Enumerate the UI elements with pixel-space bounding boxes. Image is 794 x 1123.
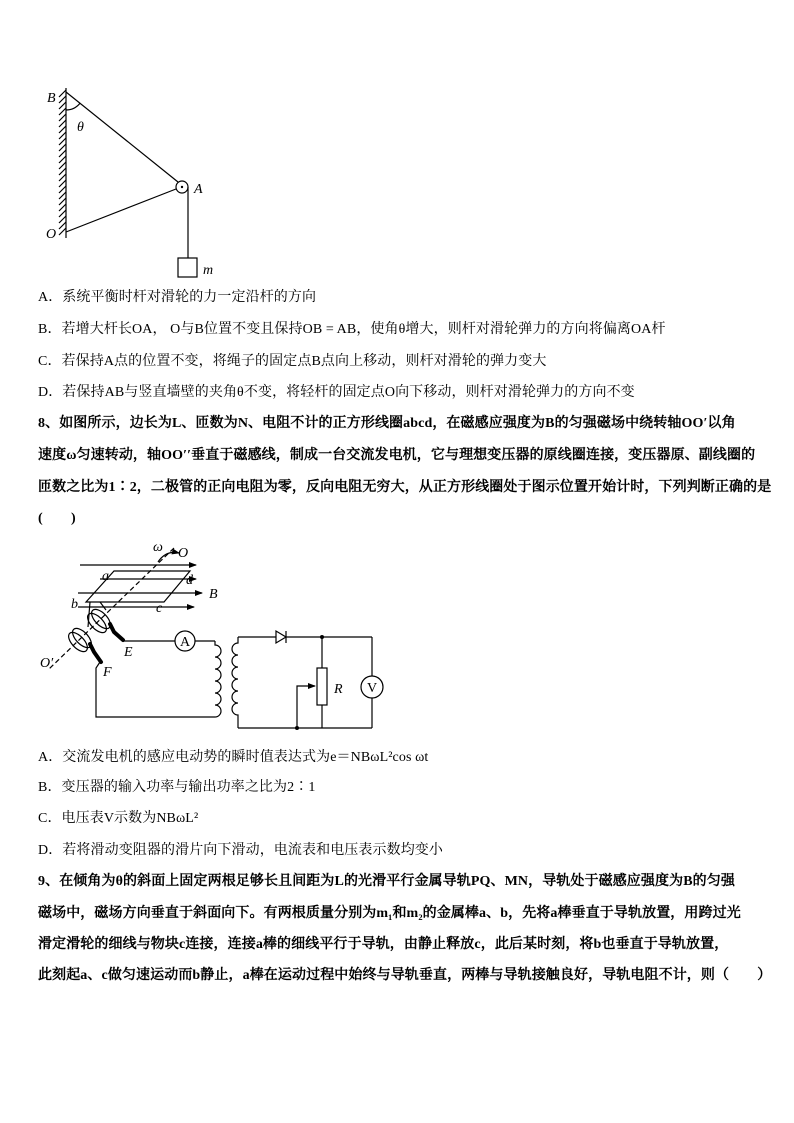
label-r: R — [334, 682, 343, 697]
q9-stem-line-4: 此刻起a、c做匀速运动而b静止，a棒在运动过程中始终与导轨垂直，两棒与导轨接触良好，导轨电阻不计，则（ ） — [38, 968, 772, 983]
label-d: d — [186, 573, 193, 588]
q8-stem-line-1: 8、如图所示，边长为L、匝数为N、电阻不计的正方形线圈abcd，在磁感应强度为B的匀强磁场中绕转轴OO′以角 — [38, 416, 736, 431]
label-theta: θ — [77, 120, 84, 135]
q9-stem-line-3: 滑定滑轮的细线与物块c连接，连接a棒的细线平行于导轨，由静止释放c，此后某时刻，将b也垂直于导轨放置， — [38, 937, 729, 952]
label-m: m — [203, 263, 214, 278]
wall-hatching — [59, 90, 66, 235]
q8-option-b: B．变压器的输入功率与输出功率之比为2∶1 — [38, 780, 316, 795]
brush-f — [90, 644, 101, 662]
q7-option-a: A．系统平衡时杆对滑轮的力一定沿杆的方向 — [38, 290, 317, 305]
q8-option-a: A．交流发电机的感应电动势的瞬时值表达式为e＝NBωL²cos ωt — [38, 750, 429, 765]
q9-stem-line-1: 9、在倾角为θ的斜面上固定两根足够长且间距为L的光滑平行金属导轨PQ、MN，导轨处于磁感应强度为B的匀强 — [38, 874, 735, 889]
q7-pulley-figure — [38, 80, 238, 285]
pulley-axle — [181, 186, 183, 188]
label-o: O — [46, 227, 57, 242]
ammeter-label: A — [179, 635, 191, 650]
q8-answer-blank: ( ) — [38, 511, 76, 526]
wire — [96, 662, 215, 717]
voltmeter-label: V — [366, 681, 378, 696]
q8-option-c: C．电压表V示数为NBωL² — [38, 811, 199, 826]
label-b: b — [71, 597, 78, 612]
q8-option-d: D．若将滑动变阻器的滑片向下滑动，电流表和电压表示数均变小 — [38, 843, 444, 858]
mass-block — [178, 258, 197, 277]
rod-oa — [66, 189, 176, 232]
transformer-primary-coil — [215, 641, 221, 717]
brush-e — [110, 624, 123, 640]
label-c: c — [156, 601, 163, 616]
q7-option-d: D．若保持AB与竖直墙壁的夹角θ不变，将轻杆的固定点O向下移动，则杆对滑轮弹力的方向不变 — [38, 385, 635, 400]
q7-option-c: C．若保持A点的位置不变，将绳子的固定点B点向上移动，则杆对滑轮的弹力变大 — [38, 354, 547, 369]
rheostat-slider — [297, 686, 315, 728]
diode — [276, 631, 286, 643]
theta-arc — [66, 103, 80, 110]
label-o: O — [178, 546, 189, 561]
label-b: B — [47, 91, 56, 106]
label-a: A — [194, 182, 203, 197]
label-e: E — [124, 645, 133, 660]
q7-option-b: B．若增大杆长OA， O与B位置不变且保持OB = AB，使角θ增大，则杆对滑轮弹力的方向将偏离OA杆 — [38, 322, 666, 337]
label-f: F — [103, 665, 112, 680]
rope-ba — [66, 92, 178, 182]
coil-lead — [100, 602, 106, 610]
label-omega: ω — [153, 540, 163, 555]
resistor-r — [317, 668, 327, 705]
label-a: a — [102, 569, 109, 584]
q8-stem-line-2: 速度ω匀速转动，轴OO′′垂直于磁感线，制成一台交流发电机，它与理想变压器的原线圈连接，变压器原、副线圈的 — [38, 448, 756, 463]
transformer-secondary-coil — [232, 637, 238, 728]
q9-stem-line-2: 磁场中，磁场方向垂直于斜面向下。有两根质量分别为m₁和m₂的金属棒a、b，先将a棒垂直于导轨放置，用跨过光 — [38, 906, 741, 921]
label-field-b: B — [209, 587, 218, 602]
q8-generator-circuit-figure — [38, 535, 392, 735]
label-o-prime: O′ — [40, 656, 54, 671]
q8-stem-line-3: 匝数之比为1∶2，二极管的正向电阻为零，反向电阻无穷大，从正方形线圈处于图示位置开始计时，下列判断正确的是 — [38, 480, 772, 495]
